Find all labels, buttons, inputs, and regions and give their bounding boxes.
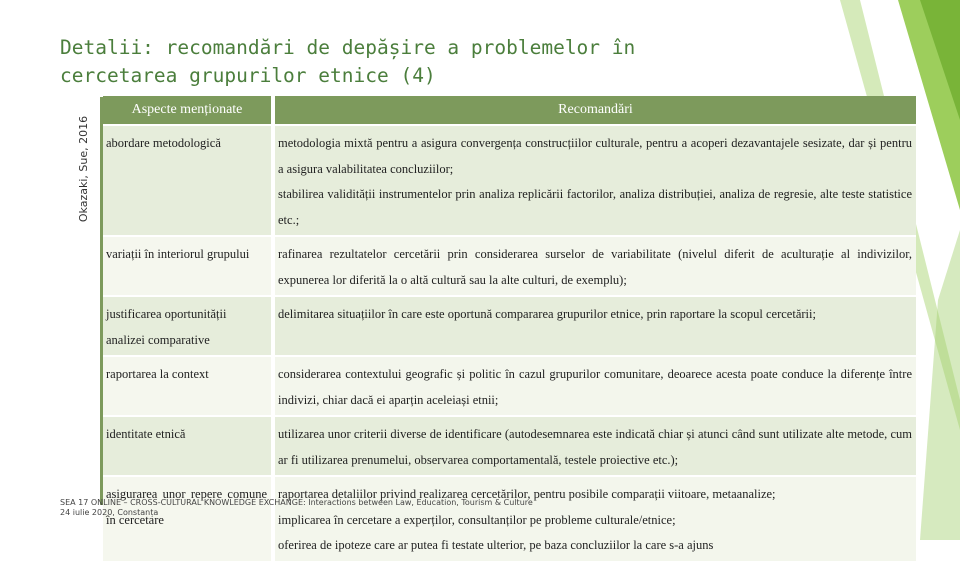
table-row <box>103 236 916 296</box>
recommendation-text: stabilirea validității instrumentelor prin analiza replicării factorilor, analiza distribuției, analiza de regresie, alte teste statistice etc.; <box>278 187 912 227</box>
recommendation-cell <box>273 236 916 296</box>
recommendation-text: considerarea contextului geografic și politic în cazul grupurilor comunitare, deoarece acesta poate conduce la diferențe între indivizi, chiar dacă ei aparțin aceleiași etnii; <box>278 367 912 407</box>
table-row <box>103 476 916 561</box>
recommendation-text: implicarea în cercetare a experților, consultanților pe probleme culturale/etnice; <box>278 512 676 527</box>
recommendation-cell <box>273 356 916 416</box>
aspect-cell: asigurarea unor repere comune în cercetare <box>103 476 273 561</box>
footer-event-name: SEA 17 ONLINE – CROSS-CULTURAL KNOWLEDGE EXCHANGE: Interactions between Law, Education, Tourism & Culture <box>60 498 533 507</box>
recommendation-cell <box>273 125 916 236</box>
recommendation-cell <box>273 296 916 356</box>
table-row <box>103 125 916 236</box>
aspect-cell: justificarea oportunității analizei comparative <box>103 296 273 356</box>
recommendation-text: rafinarea rezultatelor cercetării prin considerarea surselor de variabilitate (nivelul diferit de aculturație al indivizilor, expunerea lor diferită la o altă cultură sau la alte culturi, de exemplu); <box>278 247 912 287</box>
table-header-row <box>103 96 916 125</box>
header-recommendations: Recomandări <box>273 96 916 125</box>
recommendation-text: raportarea detaliilor privind realizarea cercetărilor, pentru posibile comparații viitoare, metaanalize; <box>278 487 776 501</box>
aspect-cell: abordare metodologică <box>103 125 273 236</box>
recommendation-text: delimitarea situațiilor în care este oportună compararea grupurilor etnice, prin raportare la scopul cercetării; <box>278 307 816 321</box>
aspect-cell: raportarea la context <box>103 356 273 416</box>
page-title: Detalii: recomandări de depășire a problemelor în cercetarea grupurilor etnice (4) <box>60 36 636 87</box>
header-aspects: Aspecte menționate <box>103 96 273 125</box>
footer <box>60 498 533 518</box>
recommendation-cell <box>273 476 916 561</box>
table-row <box>103 296 916 356</box>
table-row <box>103 416 916 476</box>
recommendations-table <box>103 96 916 561</box>
recommendation-cell <box>273 416 916 476</box>
footer-date-place: 24 iulie 2020, Constanța <box>60 508 159 517</box>
recommendation-text: oferirea de ipoteze care ar putea fi testate ulterior, pe baza concluziilor la care s-a ajuns <box>278 538 714 552</box>
recommendation-text: metodologia mixtă pentru a asigura convergența construcțiilor culturale, pentru a acoperi dezavantajele sesizate, dar și pentru a asigura valabilitatea concluziilor; <box>278 136 912 176</box>
aspect-cell: identitate etnică <box>103 416 273 476</box>
recommendation-text: utilizarea unor criterii diverse de identificare (autodesemnarea este indicată chiar și atunci când sunt utilizate alte metode, cum ar fi utilizarea prenumelui, observarea comportamentală, testele proiective etc.); <box>278 427 912 467</box>
side-citation-label: Okazaki, Sue, 2016 <box>77 115 90 223</box>
table-row <box>103 356 916 416</box>
aspect-cell: variații în interiorul grupului <box>103 236 273 296</box>
